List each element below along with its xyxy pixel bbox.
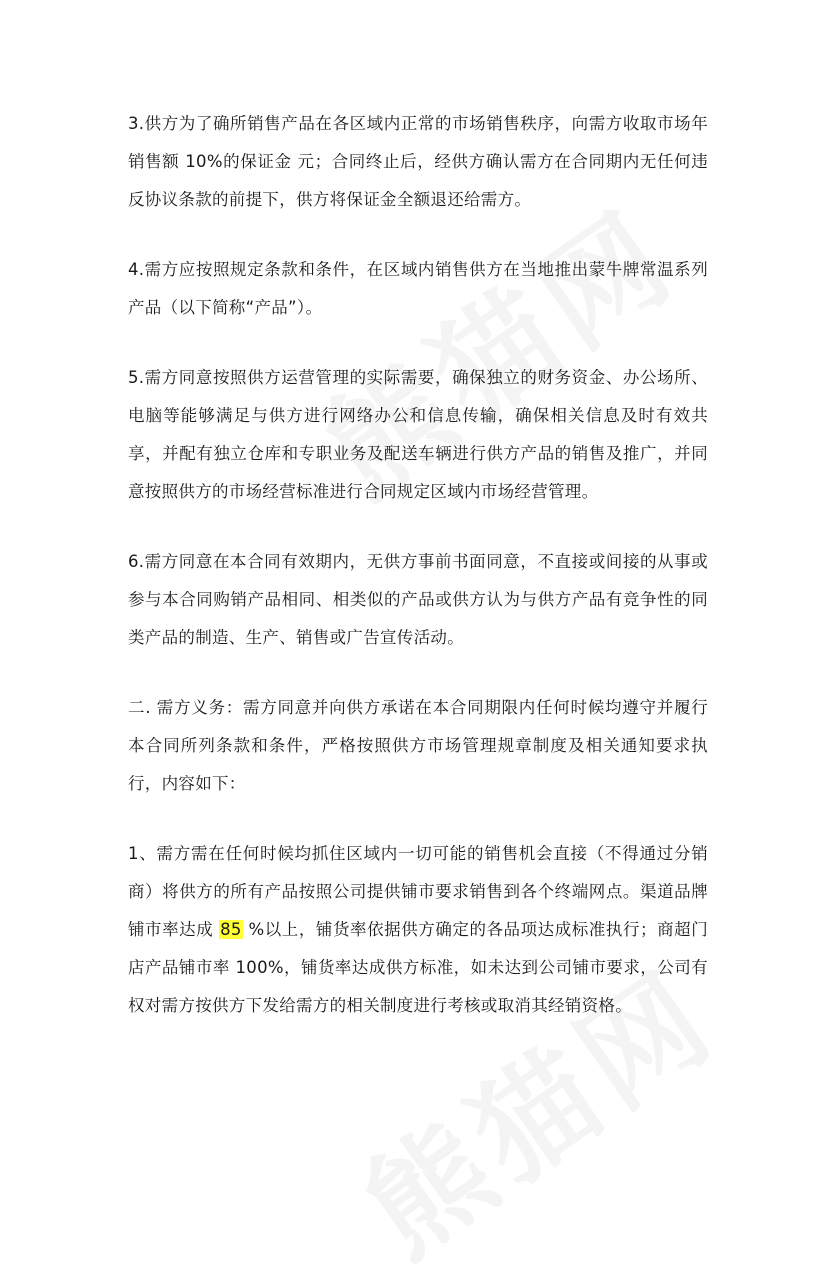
clause-4: 4.需方应按照规定条款和条件，在区域内销售供方在当地推出蒙牛牌常温系列产品（以下简称“产品”）。	[128, 260, 708, 317]
clause-5: 5.需方同意按照供方运营管理的实际需要，确保独立的财务资金、办公场所、电脑等能够满足与供方进行网络办公和信息传输，确保相关信息及时有效共享，并配有独立仓库和专职业务及配送车辆进行供方产品的销售及推广，并同意按照供方的市场经营标准进行合同规定区域内市场经营管理。	[128, 368, 708, 501]
document-body	[128, 105, 708, 1057]
clause-6: 6.需方同意在本合同有效期内，无供方事前书面同意，不直接或间接的从事或参与本合同购销产品相同、相类似的产品或供方认为与供方产品有竞争性的同类产品的制造、生产、销售或广告宣传活动。	[128, 552, 708, 647]
highlighted-rate-value: 85	[220, 920, 242, 939]
obligation-item-1	[128, 835, 708, 1025]
obligation-item-1-text-b: %以上，铺货率依据供方确定的各品项达成标准执行；商超门店产品铺市率 100%，铺货率达成供方标准，如未达到公司铺市要求，公司有权对需方按供方下发给需方的相关制度进行考核或取消其经销资格。	[128, 920, 708, 1015]
clause-3: 3.供方为了确所销售产品在各区域内正常的市场销售秩序，向需方收取市场年销售额 10%的保证金 元；合同终止后，经供方确认需方在合同期内无任何违反协议条款的前提下，供方将保证金全额退还给需方。	[128, 114, 708, 209]
section-buyer-obligations: 二. 需方义务：需方同意并向供方承诺在本合同期限内任何时候均遵守并履行本合同所列条款和条件，严格按照供方市场管理规章制度及相关通知要求执行，内容如下：	[128, 698, 708, 793]
obligation-item-1-text-a: 1、需方需在任何时候均抓住区域内一切可能的销售机会直接（不得通过分销商）将供方的所有产品按照公司提供铺市要求销售到各个终端网点。渠道品牌铺市率达成	[128, 844, 708, 939]
